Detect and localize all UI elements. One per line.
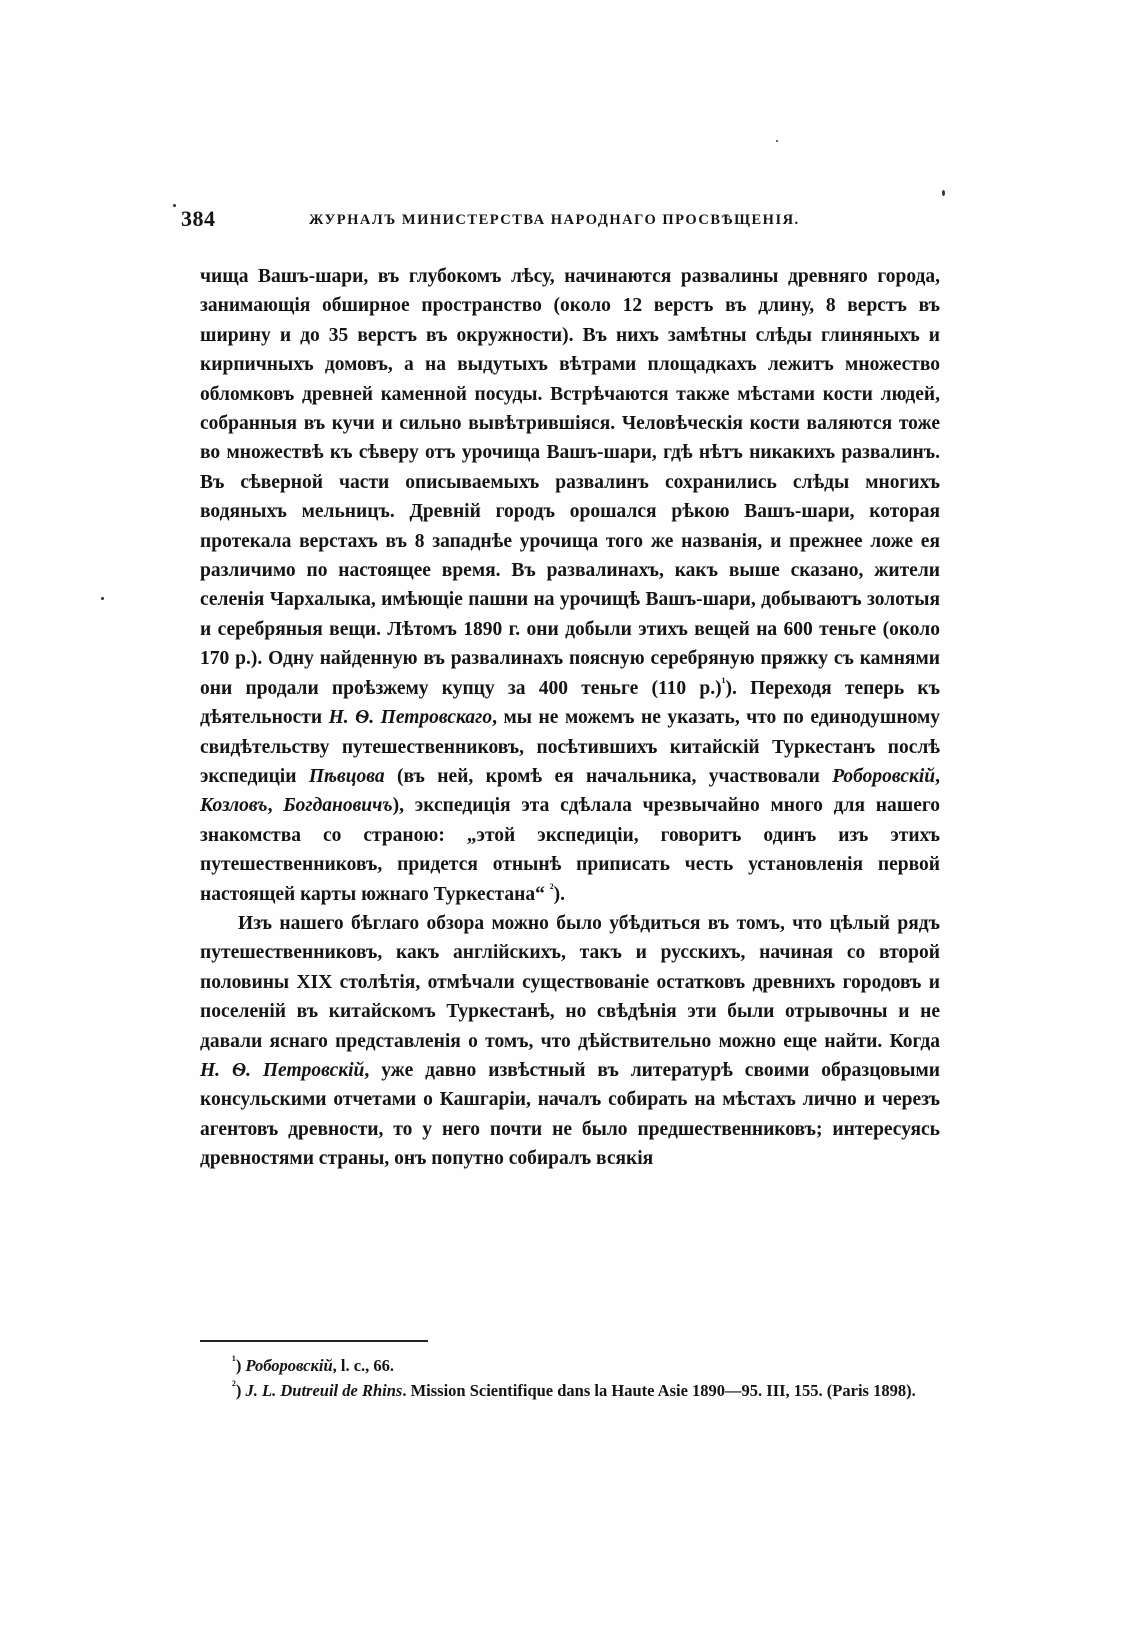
paragraph-1-text: ). Переходя теперь къ дѣятельности bbox=[200, 677, 940, 729]
name-petrovsky: Н. Ѳ. Петровскій bbox=[200, 1059, 365, 1081]
name-kozlov: Козловъ bbox=[200, 795, 268, 817]
paragraph-1-text: (въ ней, кромѣ ея начальника, участвовали bbox=[384, 765, 833, 787]
name-roborovsky: Роборовскій bbox=[832, 765, 936, 787]
page-header bbox=[181, 206, 941, 240]
footnote-1: $^{^1}$) Роборовскій, l. c., 66. bbox=[232, 1352, 395, 1375]
running-title: ЖУРНАЛЪ МИНИСТЕРСТВА НАРОДНАГО ПРОСВѢЩЕНІЯ. bbox=[309, 212, 800, 228]
scan-speck bbox=[101, 597, 104, 600]
paragraph-1-text: , bbox=[267, 795, 284, 817]
scan-speck bbox=[942, 190, 945, 196]
footnote-divider bbox=[200, 1340, 428, 1342]
scan-speck bbox=[776, 140, 778, 142]
footnote-author: Роборовскій bbox=[245, 1356, 333, 1375]
name-pevtsov: Пѣвцова bbox=[308, 765, 385, 787]
body-text bbox=[200, 262, 940, 1174]
paragraph-1 bbox=[200, 262, 940, 909]
footnote-ref-1: ¹ bbox=[721, 674, 726, 690]
footnote-ref-2: ² bbox=[549, 880, 554, 896]
paragraph-2 bbox=[200, 909, 940, 1174]
footnote-mark: ¹ bbox=[232, 1352, 236, 1368]
footnote-text: , l. c., 66. bbox=[332, 1356, 395, 1375]
footnote-author: J. L. Dutreuil de Rhins bbox=[245, 1381, 403, 1400]
footnote-mark: ² bbox=[232, 1377, 236, 1393]
page-number: 384 bbox=[181, 206, 216, 231]
paragraph-1-text: ), экспедиція эта сдѣлала чрезвычайно много для нашего знакомства со страною: „этой экспедиціи, говоритъ одинъ изъ этихъ путешественниковъ, придется отнынѣ приписать честь установленія первой настоящей карты южнаго Туркестана“ bbox=[200, 795, 940, 905]
scan-speck bbox=[173, 204, 176, 207]
paragraph-1-text: , bbox=[935, 765, 940, 787]
footnotes bbox=[184, 1353, 940, 1403]
paragraph-1-text: , мы не можемъ не указать, что по единодушному свидѣтельству путешественниковъ, посѣтившихъ китайскій Туркестанъ послѣ экспедиціи bbox=[200, 707, 940, 787]
paragraph-2-text-end: , уже давно извѣстный въ литературѣ своими образцовыми консульскими отчетами о Кашгаріи, началъ собирать на мѣстахъ лично и черезъ агентовъ древности, то у него почти не было предшественниковъ; интересуясь древностями страны, онъ попутно собиралъ всякія bbox=[200, 1059, 940, 1170]
footnote-2: $^{^2}$) J. L. Dutreuil de Rhins. Mission Scientifique dans la Haute Asie 1890—95. III, 155. (Paris 1898). bbox=[232, 1377, 916, 1400]
paragraph-1-text-end: ). bbox=[553, 883, 565, 905]
footnote-text: . Mission Scientifique dans la Haute Asie 1890—95. III, 155. (Paris 1898). bbox=[402, 1381, 916, 1400]
name-petrovsky: Н. Ѳ. Петровскаго bbox=[328, 707, 493, 729]
paragraph-2-text-start: Изъ нашего бѣглаго обзора можно было убѣдиться въ томъ, что цѣлый рядъ путешественниковъ, какъ англійскихъ, такъ и русскихъ, начиная со второй половины XIX столѣтія, отмѣчали существованіе остатковъ древнихъ городовъ и поселеній въ китайскомъ Туркестанѣ, но свѣдѣнія эти были отрывочны и не давали яснаго представленія о томъ, что дѣйствительно можно еще найти. Когда bbox=[200, 912, 940, 1052]
paragraph-1-text-start: чища Вашъ-шари, въ глубокомъ лѣсу, начинаются развалины древняго города, занимающія обширное пространство (около 12 верстъ въ длину, 8 верстъ въ ширину и до 35 верстъ въ окружности). Въ нихъ замѣтны слѣды глиняныхъ и кирпичныхъ домовъ, а на выдутыхъ вѣтрами площадкахъ лежитъ множество обломковъ древней каменной посуды. Встрѣчаются также мѣстами кости людей, собранныя въ кучи и сильно вывѣтрившіяся. Человѣческія кости валяются тоже во множествѣ къ сѣверу отъ урочища Вашъ-шари, гдѣ нѣтъ никакихъ развалинъ. Въ сѣверной части описываемыхъ развалинъ сохранились слѣды многихъ водяныхъ мельницъ. Древній городъ орошался рѣкою Вашъ-шари, которая протекала верстахъ въ 8 западнѣе урочища того же названія, и прежнее ложе ея различимо по настоящее время. Въ развалинахъ, какъ выше сказано, жители селенія Чархалыка, имѣющіе пашни на урочищѣ Вашъ-шари, добываютъ золотыя и серебряныя вещи. Лѣтомъ 1890 г. они добыли этихъ вещей на 600 теньге (около 170 р.). Одну найденную въ развалинахъ поясную серебряную пряжку съ камнями они продали проѣзжему купцу за 400 теньге (110 р.) bbox=[200, 266, 940, 699]
name-bogdanovich: Богдановичъ bbox=[283, 795, 393, 817]
